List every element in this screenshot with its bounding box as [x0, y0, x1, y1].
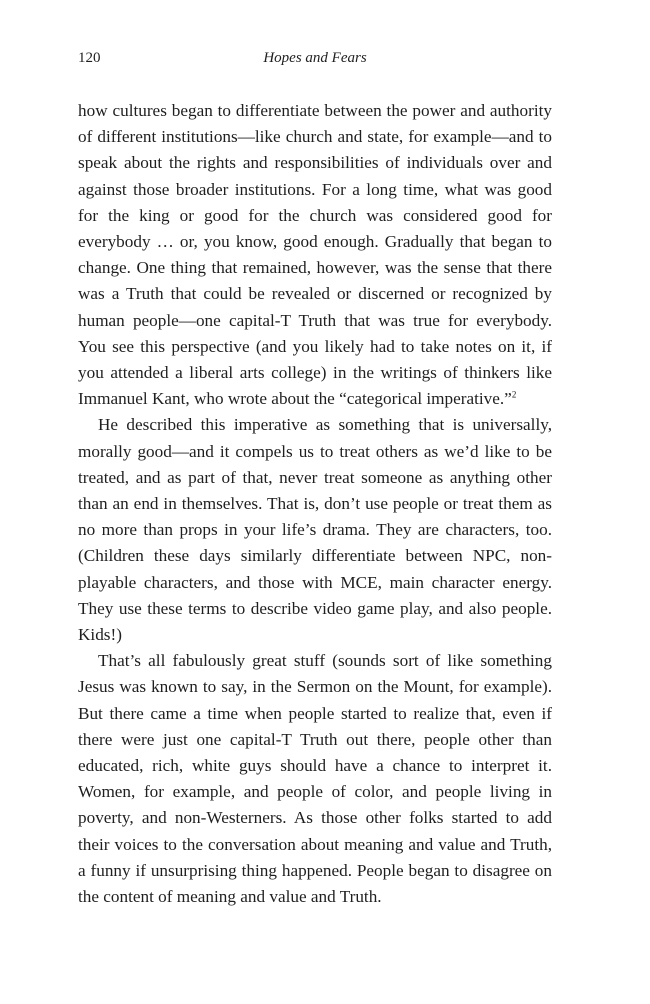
footnote-ref[interactable]: 2 — [511, 389, 517, 400]
running-title: Hopes and Fears — [263, 50, 367, 66]
paragraph-3: That’s all fabulously great stuff (sounds sort of like something Jesus was known to say, in the Sermon on the Mount, for example). But there came a time when people started to realize that, even if there were just one capital-T Truth out there, people other than educated, rich, white guys should have a chance to interpret it. Women, for example, and people of color, and people living in poverty, and non-Westerners. As those other folks started to add their voices to the conversation about meaning and value and Truth, a funny if unsurprising thing happened. People began to disagree on the content of meaning and value and Truth. — [78, 651, 552, 907]
body-text — [78, 98, 552, 910]
running-head — [78, 50, 552, 72]
paragraph-2: He described this imperative as something that is universally, morally good—and it compels us to treat others as we’d like to be treated, and as part of that, never treat someone as anything other than an end in themselves. That is, don’t use people or treat them as no more than props in your life’s drama. They are characters, too. (Children these days similarly differentiate between NPC, non-playable characters, and those with MCE, main character energy. They use these terms to describe video game play, and also people. Kids!) — [78, 415, 552, 645]
paragraph-1-text: how cultures began to differentiate between the power and authority of different institutions—like church and state, for example—and to speak about the rights and responsibilities of individuals over and against those broader institutions. For a long time, what was good for the king or good for the church was considered good for everybody … or, you know, good enough. Gradually that began to change. One thing that remained, however, was the sense that there was a Truth that could be revealed or discerned or recognized by human people—one capital-T Truth that was true for everybody. You see this perspective (and you likely had to take notes on it, if you attended a liberal arts college) in the writings of thinkers like Immanuel Kant, who wrote about the “categorical imperative.” — [78, 101, 552, 409]
paragraph-1 — [78, 98, 552, 412]
page-number: 120 — [78, 50, 101, 66]
